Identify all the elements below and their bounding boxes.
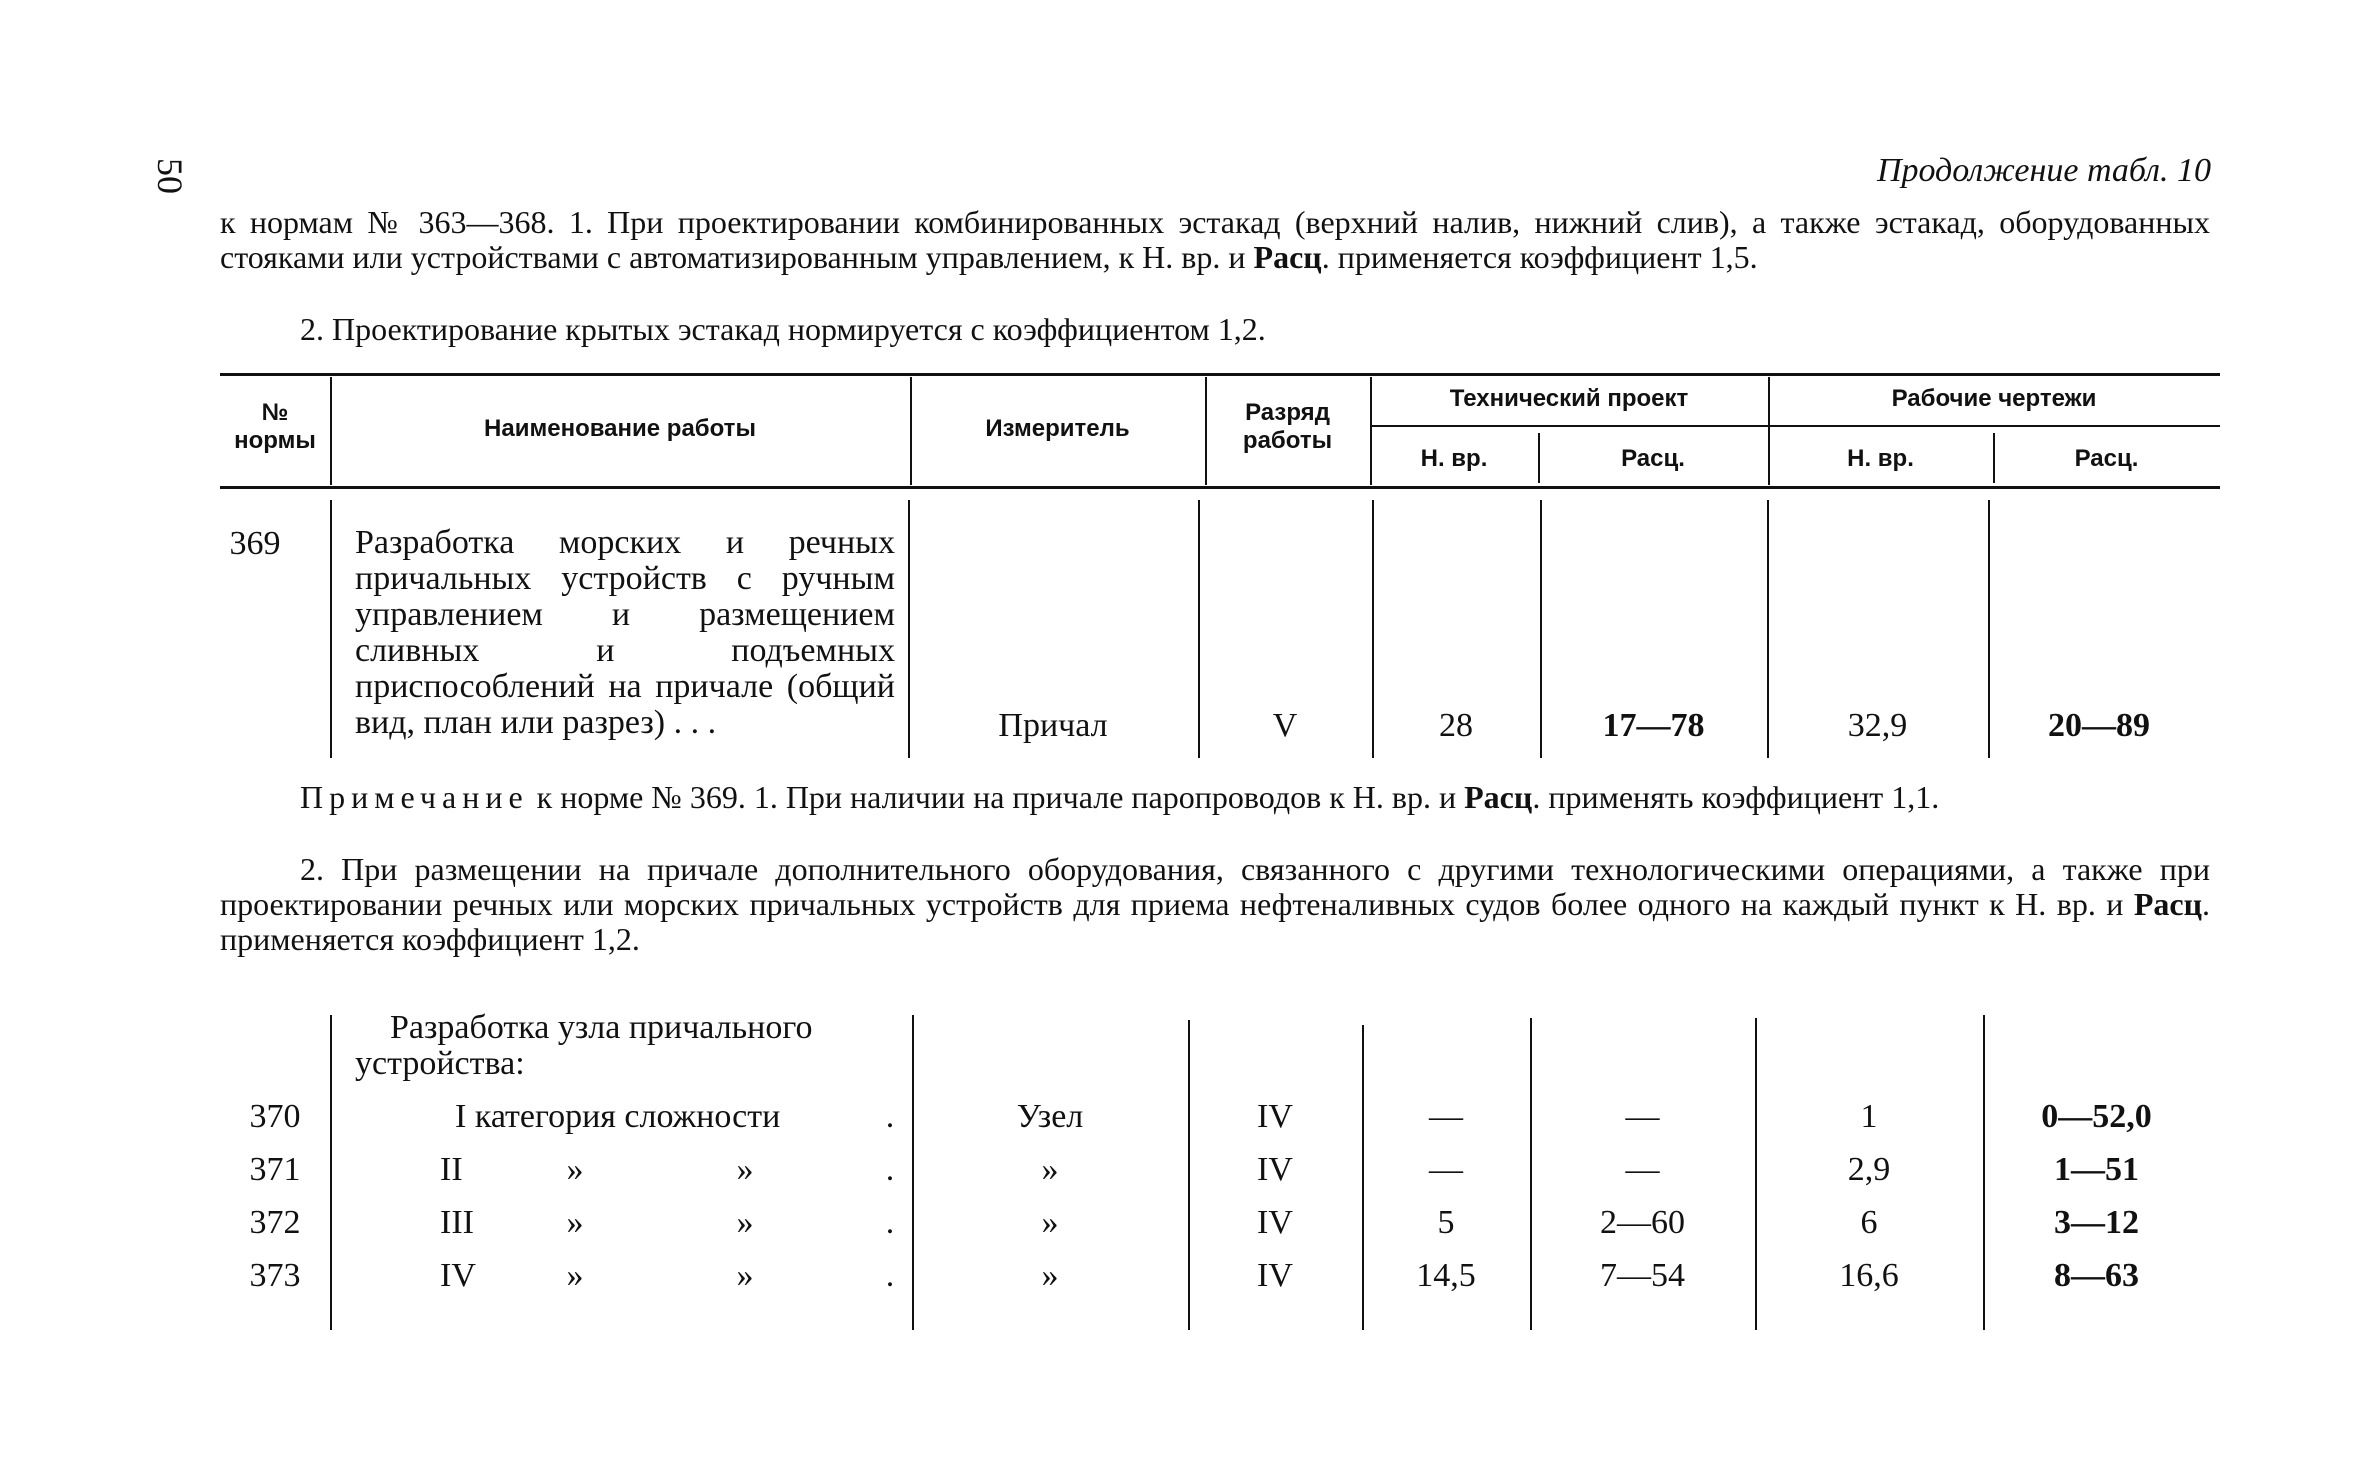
grade-cell: IV xyxy=(1257,1151,1293,1188)
ditto-mark: » xyxy=(736,1204,754,1241)
work-rasc-cell: 3—12 xyxy=(2054,1204,2139,1241)
note-369-p2 xyxy=(220,852,2210,957)
tech-rasc-cell: — xyxy=(1625,1098,1660,1135)
norm-number: 372 xyxy=(249,1204,301,1241)
tech-rasc-cell: 2—60 xyxy=(1600,1204,1685,1241)
ditto-mark: » xyxy=(566,1151,584,1188)
unit-cell: » xyxy=(1041,1257,1059,1294)
leader-dot: . xyxy=(885,1204,895,1241)
intro-note-1 xyxy=(220,205,2210,275)
tech-nvr-cell: — xyxy=(1429,1151,1463,1188)
header-tech-rasc: Расц. xyxy=(1621,445,1685,472)
header-norm-number: № нормы xyxy=(234,399,316,454)
work-nvr-cell: 6 xyxy=(1860,1204,1878,1241)
table-continuation-label: Продолжение табл. 10 xyxy=(1876,152,2211,189)
header-working-drawings: Рабочие чертежи xyxy=(1891,385,2097,412)
complexity-category: III xyxy=(440,1204,474,1241)
note-369-p1-suffix: . применять коэффициент 1,1. xyxy=(1532,779,1940,815)
table-header xyxy=(220,373,2220,493)
norm-number: 370 xyxy=(249,1098,301,1135)
work-nvr-cell: 32,9 xyxy=(1847,707,1908,744)
tech-nvr-cell: 28 xyxy=(1439,707,1473,744)
leader-dot: . xyxy=(885,1151,895,1188)
intro-note-1-suffix: . применяется коэффициент 1,5. xyxy=(1321,239,1758,275)
unit-cell: Причал xyxy=(998,707,1108,744)
note-label: Примечание xyxy=(300,779,529,815)
header-sub-rule xyxy=(1370,425,2220,427)
work-rasc-cell: 0—52,0 xyxy=(2041,1098,2152,1135)
norm-number: 373 xyxy=(249,1257,301,1294)
tech-nvr-cell: — xyxy=(1429,1098,1463,1135)
column-divider xyxy=(330,1015,332,1330)
ditto-mark: » xyxy=(566,1204,584,1241)
header-grade: Разряд работы xyxy=(1242,399,1333,454)
tech-rasc-cell: — xyxy=(1625,1151,1660,1188)
ditto-mark: » xyxy=(736,1151,754,1188)
complexity-category: I категория сложности xyxy=(455,1098,781,1135)
tech-rasc-cell: 17—78 xyxy=(1602,707,1705,744)
tech-nvr-cell: 14,5 xyxy=(1416,1257,1476,1294)
header-tech-nvr: Н. вр. xyxy=(1420,445,1488,472)
work-rasc-cell: 20—89 xyxy=(2048,707,2150,744)
intro-note-1-text: к нормам № 363—368. 1. При проектировании комбинированных эстакад (верхний налив, нижний слив), а также эстакад, оборудованных стояками или устройствами с автоматизированным управлением, к Н. вр. и xyxy=(220,204,2210,275)
intro-note-1-rasc: Расц xyxy=(1253,239,1322,275)
unit-cell: Узел xyxy=(1016,1098,1084,1135)
header-unit: Измеритель xyxy=(985,415,1130,442)
header-bottom-rule xyxy=(220,486,2220,489)
grade-cell: IV xyxy=(1257,1098,1293,1135)
note-369-p2-rasc: Расц xyxy=(2133,886,2202,922)
note-369-p1-rasc: Расц xyxy=(1464,779,1533,815)
work-name: Разработка морских и речных причальных устройств с ручным управлением и размещением сливных и подъемных приспособлений на причале (общий вид, план или разрез) . . . xyxy=(355,524,895,741)
leader-dot: . xyxy=(885,1257,895,1294)
complexity-category: II xyxy=(440,1151,463,1188)
work-nvr-cell: 1 xyxy=(1860,1098,1878,1135)
work-nvr-cell: 2,9 xyxy=(1847,1151,1891,1188)
header-work-nvr: Н. вр. xyxy=(1847,445,1914,472)
column-divider xyxy=(330,500,332,758)
header-work-name: Наименование работы xyxy=(484,415,756,442)
work-nvr-cell: 16,6 xyxy=(1839,1257,1899,1294)
grade-cell: IV xyxy=(1257,1204,1293,1241)
norm-number: 371 xyxy=(249,1151,301,1188)
header-divider xyxy=(1205,377,1207,485)
leader-dot: . xyxy=(885,1098,895,1135)
tech-rasc-cell: 7—54 xyxy=(1600,1257,1685,1294)
work-rasc-cell: 1—51 xyxy=(2054,1151,2139,1188)
header-tech-project: Технический проект xyxy=(1449,385,1689,412)
tech-nvr-cell: 5 xyxy=(1437,1204,1455,1241)
intro-note-2: 2. Проектирование крытых эстакад нормируется с коэффициентом 1,2. xyxy=(300,311,1266,347)
ditto-mark: » xyxy=(566,1257,584,1294)
header-top-rule xyxy=(220,373,2220,376)
header-work-rasc: Расц. xyxy=(2074,445,2139,472)
note-369-p2-suffix: . применяется коэффициент 1,2. xyxy=(220,886,2210,957)
note-369-p2-text: 2. При размещении на причале дополнительного оборудования, связанного с другими технологическими операциями, а также при проектировании речных или морских причальных устройств для приема нефтеналивных судов более одного на каждый пункт к Н. вр. и xyxy=(220,851,2210,922)
grade-cell: V xyxy=(1272,707,1298,744)
note-369-p1 xyxy=(220,780,2210,815)
work-rasc-cell: 8—63 xyxy=(2054,1257,2139,1294)
norm-number: 369 xyxy=(229,525,281,562)
unit-cell: » xyxy=(1041,1204,1059,1241)
grade-cell: IV xyxy=(1257,1257,1293,1294)
ditto-mark: » xyxy=(736,1257,754,1294)
page-number: 50 xyxy=(150,158,190,194)
group-title: Разработка узла причального устройства: xyxy=(355,1009,813,1082)
note-369-p1-text: к норме № 369. 1. При наличии на причале паропроводов к Н. вр. и xyxy=(528,779,1465,815)
complexity-category: IV xyxy=(440,1257,476,1294)
unit-cell: » xyxy=(1041,1151,1059,1188)
